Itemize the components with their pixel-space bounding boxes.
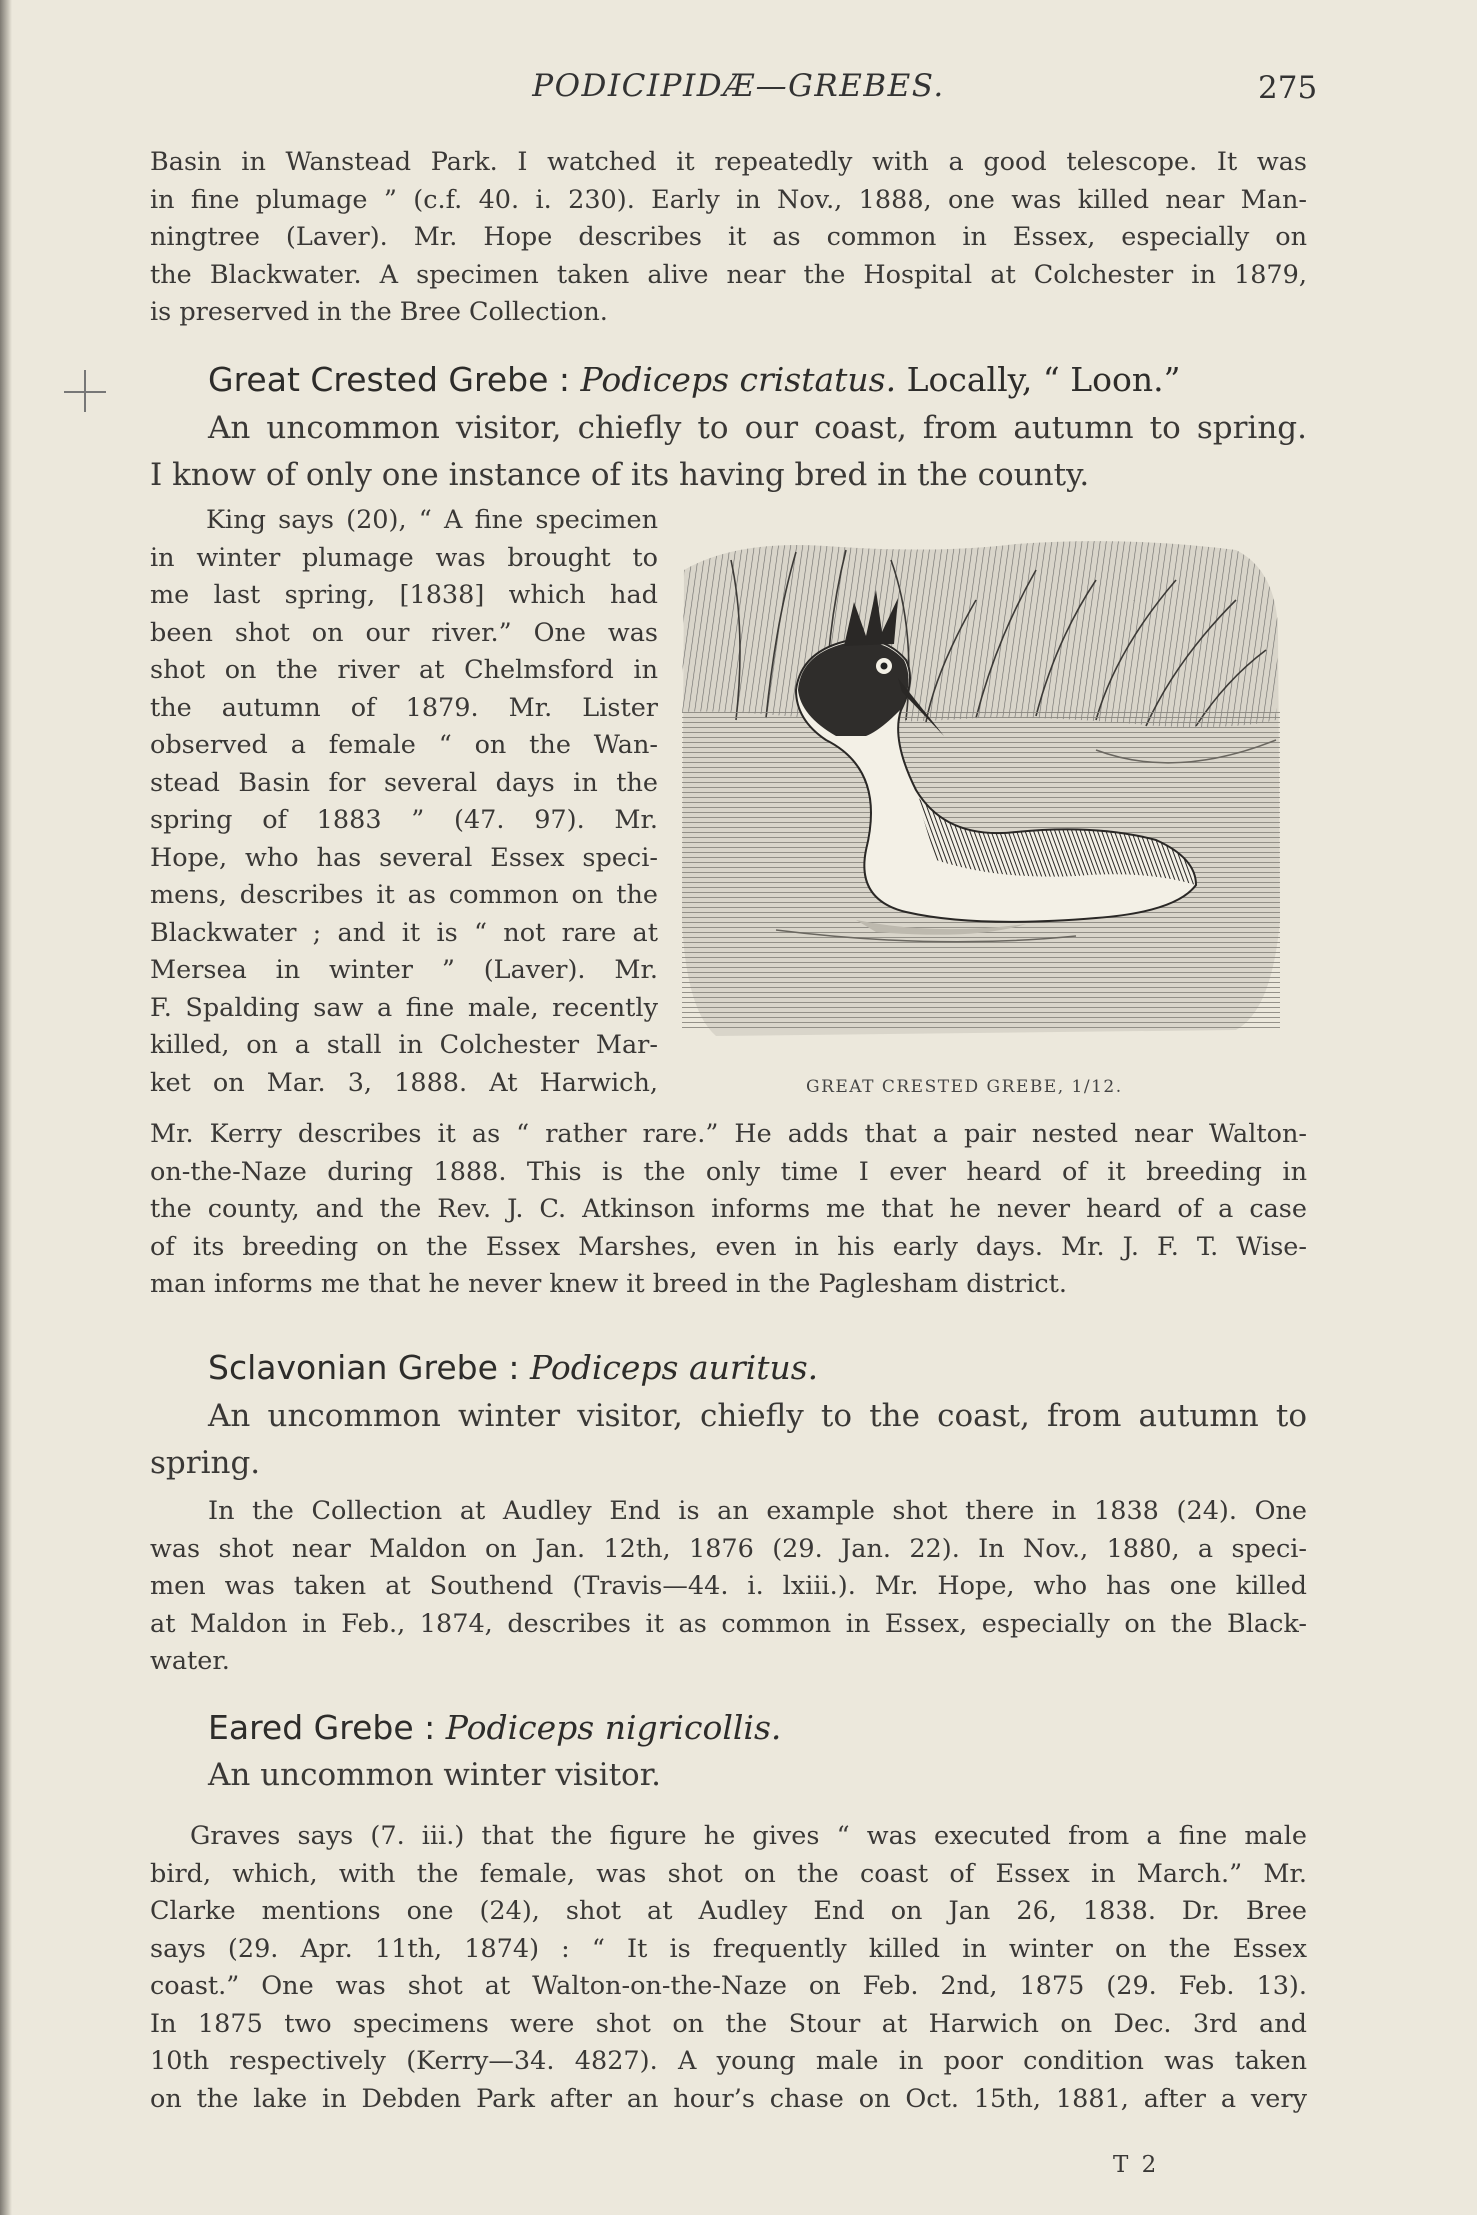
page-number: 275	[1258, 70, 1318, 106]
text-line: coast.” One was shot at Walton-on-the-Naze on Feb. 2nd, 1875 (29. Feb. 13).	[150, 1971, 1307, 2001]
paragraph-sclavonian	[150, 1493, 1307, 1681]
wrap-paragraph-great-crested	[150, 502, 658, 1102]
text-line: ket on Mar. 3, 1888. At Harwich,	[150, 1067, 658, 1098]
page-spine-shadow	[0, 0, 12, 2215]
species-common-name: Great Crested Grebe	[208, 360, 549, 399]
text-line: Clarke mentions one (24), shot at Audley End on Jan 26, 1838. Dr. Bree	[150, 1896, 1307, 1926]
text-line: in fine plumage ” (c.f. 40. i. 230). Early in Nov., 1888, one was killed near Man-	[150, 184, 1307, 215]
text-line: killed, on a stall in Colchester Mar-	[150, 1030, 658, 1060]
species-local-name: Locally, “ Loon.”	[896, 360, 1181, 399]
text-line: 10th respectively (Kerry—34. 4827). A young male in poor condition was taken	[150, 2046, 1307, 2076]
status-great-crested	[150, 405, 1307, 499]
great-crested-grebe-engraving	[676, 540, 1282, 1040]
heading-separator: :	[413, 1708, 446, 1747]
text-line: bird, which, with the female, was shot on the coast of Essex in March.” Mr.	[150, 1858, 1307, 1889]
status-line: An uncommon winter visitor.	[208, 1757, 661, 1793]
text-line: Blackwater ; and it is “ not rare at	[150, 917, 658, 948]
text-line: men was taken at Southend (Travis—44. i. lxiii.). Mr. Hope, who has one killed	[150, 1571, 1307, 1601]
text-line: on the lake in Debden Park after an hour’s chase on Oct. 15th, 1881, after a very	[150, 2083, 1307, 2114]
status-line: An uncommon visitor, chiefly to our coast, from autumn to spring.	[208, 410, 1307, 446]
status-sclavonian	[150, 1393, 1307, 1487]
text-line: is preserved in the Bree Collection.	[150, 297, 608, 327]
species-common-name: Eared Grebe	[208, 1708, 414, 1747]
species-heading-eared	[208, 1708, 781, 1747]
text-line: In 1875 two specimens were shot on the Stour at Harwich on Dec. 3rd and	[150, 2008, 1307, 2039]
species-heading-great-crested	[208, 360, 1181, 399]
species-common-name: Sclavonian Grebe	[208, 1348, 498, 1387]
status-eared	[150, 1752, 1307, 1799]
text-line: In the Collection at Audley End is an example shot there in 1838 (24). One	[208, 1496, 1307, 1526]
status-line: spring.	[150, 1445, 261, 1481]
text-line: spring of 1883 ” (47. 97). Mr.	[150, 805, 658, 835]
figure-caption: GREAT CRESTED GREBE, 1/12.	[806, 1077, 1123, 1097]
margin-cross-mark	[62, 368, 108, 414]
text-line: ningtree (Laver). Mr. Hope describes it as common in Essex, especially on	[150, 222, 1307, 252]
text-line: been shot on our river.” One was	[150, 617, 658, 648]
intro-paragraph	[150, 144, 1307, 332]
text-line: Basin in Wanstead Park. I watched it repeatedly with a good telescope. It was	[150, 147, 1307, 177]
text-line: Mersea in winter ” (Laver). Mr.	[150, 955, 658, 985]
text-line: Mr. Kerry describes it as “ rather rare.” He adds that a pair nested near Walton-	[150, 1119, 1307, 1149]
text-line: in winter plumage was brought to	[150, 542, 658, 573]
text-line: the autumn of 1879. Mr. Lister	[150, 692, 658, 723]
text-line: at Maldon in Feb., 1874, describes it as common in Essex, especially on the Black-	[150, 1608, 1307, 1639]
text-line: was shot near Maldon on Jan. 12th, 1876 (29. Jan. 22). In Nov., 1880, a speci-	[150, 1533, 1307, 1564]
signature-mark: T 2	[1113, 2152, 1160, 2178]
text-line: King says (20), “ A fine specimen	[206, 505, 658, 535]
text-line: the county, and the Rev. J. C. Atkinson informs me that he never heard of a case	[150, 1194, 1307, 1224]
text-line: of its breeding on the Essex Marshes, even in his early days. Mr. J. F. T. Wise-	[150, 1231, 1307, 1262]
text-line: mens, describes it as common on the	[150, 880, 658, 910]
species-scientific-name: Podiceps nigricollis.	[445, 1708, 782, 1747]
heading-separator: :	[548, 360, 581, 399]
text-line: Graves says (7. iii.) that the figure he gives “ was executed from a fine male	[190, 1821, 1307, 1851]
species-scientific-name: Podiceps auritus.	[530, 1348, 819, 1387]
text-line: says (29. Apr. 11th, 1874) : “ It is frequently killed in winter on the Essex	[150, 1933, 1307, 1964]
text-line: man informs me that he never knew it breed in the Paglesham district.	[150, 1269, 1068, 1299]
status-line: An uncommon winter visitor, chiefly to the coast, from autumn to	[208, 1398, 1307, 1434]
running-title: PODICIPIDÆ—GREBES.	[532, 68, 945, 104]
species-heading-sclavonian	[208, 1348, 818, 1387]
text-line: me last spring, [1838] which had	[150, 580, 658, 610]
text-line: water.	[150, 1646, 230, 1676]
text-line: on-the-Naze during 1888. This is the only time I ever heard of it breeding in	[150, 1156, 1307, 1187]
text-line: the Blackwater. A specimen taken alive near the Hospital at Colchester in 1879,	[150, 259, 1307, 290]
text-line: shot on the river at Chelmsford in	[150, 655, 658, 685]
paragraph-eared	[150, 1818, 1307, 2118]
heading-separator: :	[497, 1348, 530, 1387]
species-scientific-name: Podiceps cristatus.	[580, 360, 897, 399]
text-line: F. Spalding saw a fine male, recently	[150, 992, 658, 1023]
full-paragraph-great-crested	[150, 1116, 1307, 1304]
status-line: I know of only one instance of its having bred in the county.	[150, 457, 1090, 493]
text-line: stead Basin for several days in the	[150, 767, 658, 798]
text-line: Hope, who has several Essex speci-	[150, 842, 658, 873]
text-line: observed a female “ on the Wan-	[150, 730, 658, 760]
